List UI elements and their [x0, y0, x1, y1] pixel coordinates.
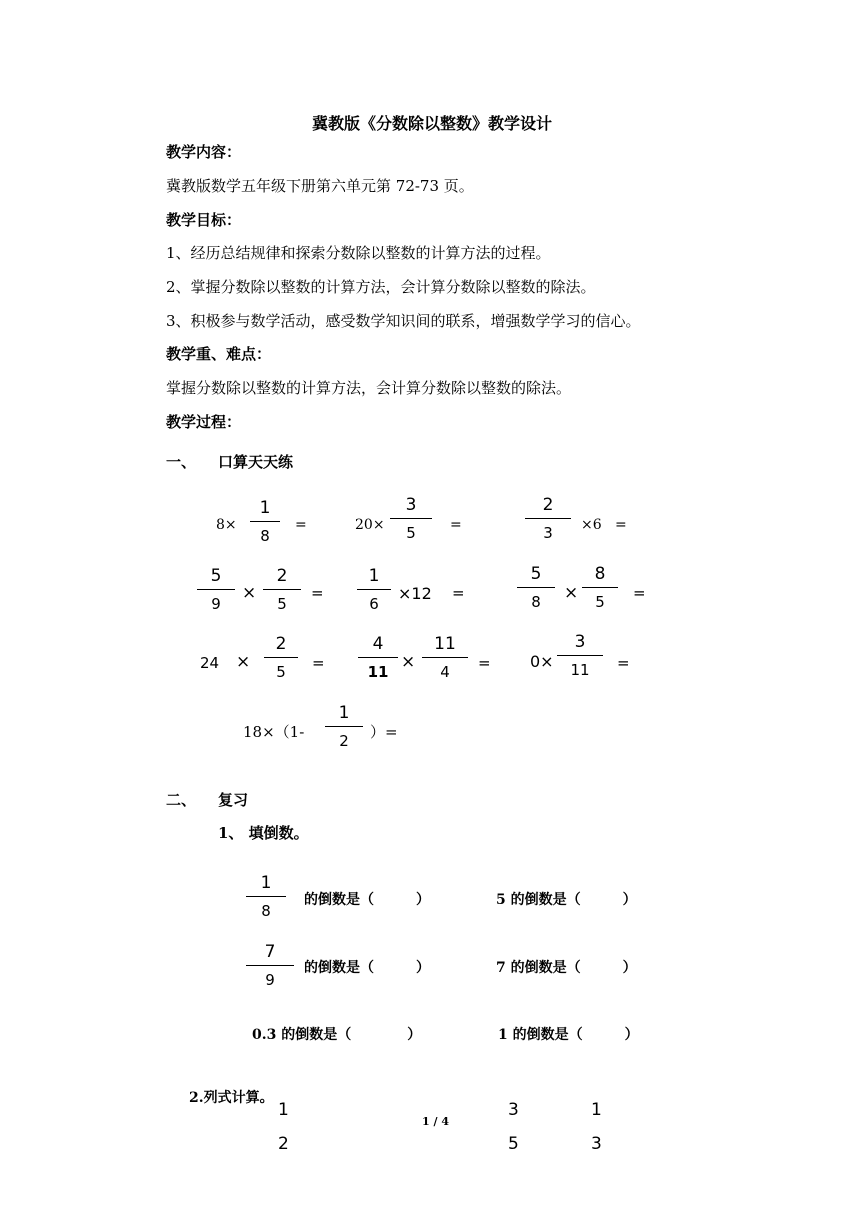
r4-suffix: ）=	[370, 723, 398, 741]
fraction-bar	[582, 587, 618, 588]
goal-item-3: 3、积极参与数学活动，感受数学知识间的联系，增强数学学习的信心。	[166, 312, 641, 330]
fraction-bar	[557, 655, 603, 656]
bottom-frac-1-num: 1	[278, 1100, 289, 1120]
r1-c-fraction	[525, 494, 571, 544]
recip-fraction-3	[246, 941, 294, 991]
fraction-bar	[325, 726, 363, 727]
bottom-frac-3-den: 3	[591, 1134, 602, 1154]
r3-a-fraction	[264, 633, 298, 683]
r3-b-equals: =	[478, 654, 491, 672]
goals-heading: 教学目标：	[166, 211, 242, 229]
denominator: 9	[211, 595, 221, 613]
numerator: 1	[259, 498, 271, 518]
r2-a-fraction-1	[197, 565, 235, 615]
numerator: 1	[260, 873, 272, 893]
r2-c-equals: =	[633, 584, 646, 602]
denominator: 11	[367, 663, 389, 681]
numerator: 1	[338, 703, 350, 723]
recip-text-2: 5 的倒数是（ ）	[496, 892, 637, 908]
numerator: 5	[210, 566, 222, 586]
r3-b-fraction-1	[358, 633, 398, 683]
numerator: 7	[264, 942, 276, 962]
recip-text-3: 的倒数是（ ）	[304, 960, 430, 976]
denominator: 3	[543, 524, 553, 542]
fraction-bar	[197, 589, 235, 590]
denominator: 5	[276, 663, 286, 681]
goal-item-1: 1、经历总结规律和探索分数除以整数的计算方法的过程。	[166, 244, 551, 262]
content-heading: 教学内容：	[166, 143, 242, 161]
denominator: 8	[531, 593, 541, 611]
r3-a-equals: =	[312, 654, 325, 672]
page-number: 1 / 4	[422, 1115, 449, 1128]
r1-b-prefix: 20×	[355, 517, 385, 533]
fraction-bar	[264, 657, 298, 658]
numerator: 1	[368, 566, 380, 586]
numerator: 3	[574, 632, 586, 652]
denominator: 5	[406, 524, 416, 542]
goal-item-2: 2、掌握分数除以整数的计算方法，会计算分数除以整数的除法。	[166, 278, 596, 296]
r3-a-times: ×	[236, 652, 251, 672]
bottom-frac-2-num: 3	[508, 1100, 519, 1120]
fraction-bar	[358, 657, 398, 658]
r1-b-fraction	[390, 494, 432, 544]
denominator: 2	[339, 732, 349, 750]
r2-b-fraction	[357, 565, 391, 615]
r2-a-times: ×	[242, 583, 257, 603]
denominator: 6	[369, 595, 379, 613]
r1-a-prefix: 8×	[216, 517, 237, 533]
fraction-bar	[250, 521, 280, 522]
numerator: 2	[542, 495, 554, 515]
bottom-frac-3-num: 1	[591, 1100, 602, 1120]
r3-c-prefix: 0×	[530, 652, 554, 671]
recip-fraction-1	[246, 872, 286, 922]
fraction-bar	[525, 518, 571, 519]
numerator: 8	[594, 564, 606, 584]
denominator: 5	[595, 593, 605, 611]
r1-c-equals: =	[615, 517, 627, 533]
part2-sub1: 1、 填倒数。	[218, 824, 309, 842]
r1-b-equals: =	[450, 517, 462, 533]
r2-c-times: ×	[564, 583, 579, 603]
recip-text-1: 的倒数是（ ）	[304, 892, 430, 908]
r2-a-equals: =	[311, 584, 324, 602]
r2-a-fraction-2	[263, 565, 301, 615]
process-heading: 教学过程：	[166, 413, 242, 431]
numerator: 5	[530, 564, 542, 584]
r1-c-suffix: ×6	[581, 517, 602, 533]
r3-c-fraction	[557, 631, 603, 681]
r2-b-equals: =	[452, 584, 465, 602]
denominator: 5	[277, 595, 287, 613]
r3-b-fraction-2	[422, 633, 468, 683]
page-title: 冀教版《分数除以整数》教学设计	[312, 114, 553, 133]
recip-text-5: 0.3 的倒数是（ ）	[252, 1027, 422, 1043]
numerator: 11	[434, 634, 456, 654]
recip-text-6: 1 的倒数是（ ）	[498, 1027, 639, 1043]
denominator: 8	[260, 527, 270, 545]
recip-text-4: 7 的倒数是（ ）	[496, 960, 637, 976]
part2-number: 二、	[166, 791, 197, 809]
content-text: 冀教版数学五年级下册第六单元第 72-73 页。	[166, 177, 474, 195]
r1-a-fraction	[250, 497, 280, 547]
numerator: 4	[372, 634, 384, 654]
denominator: 4	[440, 663, 450, 681]
part1-heading: 口算天天练	[218, 453, 294, 471]
fraction-bar	[357, 589, 391, 590]
fraction-bar	[263, 589, 301, 590]
denominator: 11	[570, 661, 590, 679]
r4-fraction	[325, 702, 363, 752]
fraction-bar	[517, 587, 555, 588]
bottom-frac-1-den: 2	[278, 1134, 289, 1154]
key-points-text: 掌握分数除以整数的计算方法，会计算分数除以整数的除法。	[166, 379, 572, 397]
part2-sub2: 2.列式计算。	[189, 1090, 274, 1106]
r2-c-fraction-2	[582, 563, 618, 613]
r1-a-equals: =	[295, 517, 307, 533]
numerator: 2	[275, 634, 287, 654]
part2-heading: 复习	[218, 791, 249, 809]
denominator: 8	[261, 902, 271, 920]
key-points-heading: 教学重、难点：	[166, 345, 272, 363]
r3-c-equals: =	[617, 654, 630, 672]
numerator: 2	[276, 566, 288, 586]
fraction-bar	[422, 657, 468, 658]
fraction-bar	[246, 896, 286, 897]
r3-b-times: ×	[401, 652, 416, 672]
fraction-bar	[390, 518, 432, 519]
bottom-frac-2-den: 5	[508, 1134, 519, 1154]
r2-c-fraction-1	[517, 563, 555, 613]
r4-prefix: 18×（1-	[243, 723, 305, 741]
numerator: 3	[405, 495, 417, 515]
r2-b-suffix: ×12	[398, 584, 432, 603]
r3-a-prefix: 24	[200, 654, 220, 672]
fraction-bar	[246, 965, 294, 966]
denominator: 9	[265, 971, 275, 989]
part1-number: 一、	[166, 453, 197, 471]
